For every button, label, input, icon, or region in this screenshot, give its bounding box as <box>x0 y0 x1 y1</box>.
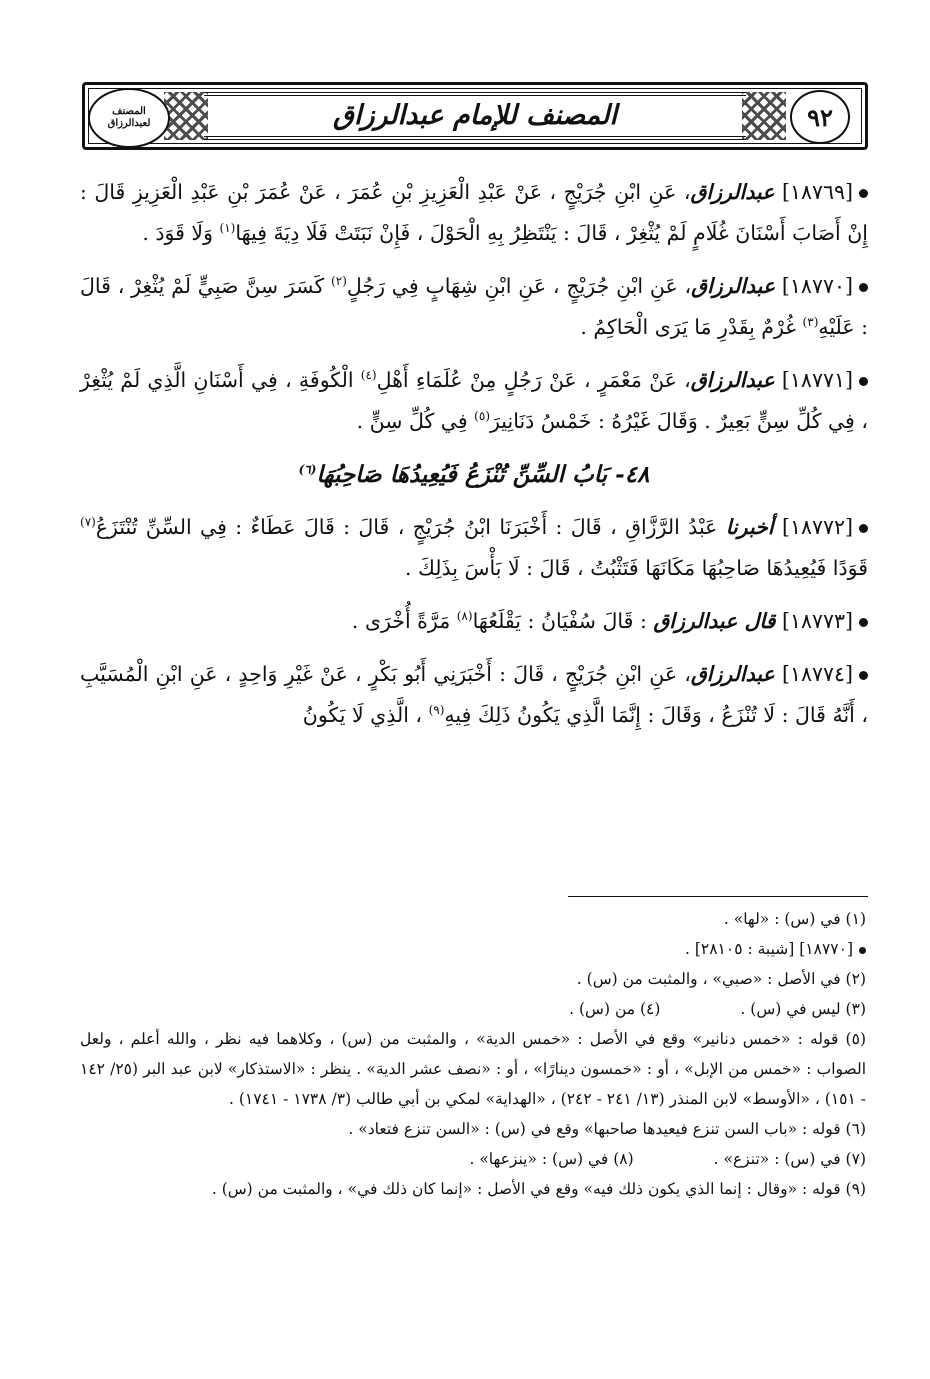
footnote-ref: (٥) <box>474 409 490 424</box>
hadith-text-tail: مَرَّةً أُخْرَى . <box>351 609 457 633</box>
footnote-separator <box>568 896 868 897</box>
hadith-text-tail: فِي كُلِّ سِنٍّ . <box>356 409 475 433</box>
entry-bullet <box>859 283 868 292</box>
footnote-row <box>80 994 866 1024</box>
hadith-number: [١٨٧٧٢] <box>781 515 853 539</box>
narrator: أخبرنا <box>725 515 774 539</box>
page-header <box>82 82 868 150</box>
hadith-text-tail: ، الَّذِي لَا يَكُونُ <box>302 703 429 727</box>
hadith-number: [١٨٧٧١] <box>781 368 853 392</box>
hadith-number: [١٨٧٧٣] <box>781 609 853 633</box>
hadith-number: [١٨٧٧٤] <box>781 662 853 686</box>
footnote-ref: (٧) <box>80 515 96 530</box>
hadith-text-tail: وَلَا قَوَدَ . <box>142 221 220 245</box>
hadith-text-tail: غُرْمٌ بِقَدْرِ مَا يَرَى الْحَاكِمُ . <box>580 315 803 339</box>
hadith-entry <box>80 601 868 642</box>
hadith-entry <box>80 172 868 254</box>
hadith-entry <box>80 360 868 442</box>
hadith-text: ، عَنِ ابْنِ جُرَيْجٍ ، عَنِ ابْنِ شِهَابٍ فِي رَجُلٍ <box>346 274 692 298</box>
footnote-ref: (٨) <box>456 609 473 624</box>
footnote-ref: (٤) <box>360 368 377 383</box>
footnote-ref: (٦) <box>298 462 317 477</box>
footnotes <box>80 904 866 1204</box>
entry-bullet <box>859 524 868 533</box>
hadith-text-tail: قَوَدًا فَيُعِيدُهَا صَاحِبُهَا مَكَانَهَا فَتَثْبُتُ ، قَالَ : لَا بَأْسَ بِذَلِكَ . <box>404 556 868 580</box>
footnote: (٥) قوله : «خمس دنانير» وقع في الأصل : «خمس الدية» ، والمثبت من (س) ، وكلاهما فيه نظر ، والله أعلم ، ولعل الصواب : «خمس من الإبل» ، أو : «خمسون دينارًا» ، أو : «نصف عشر الدية» . ينظر : «الاستذكار» لابن عبد البر (٢٥/ ١٤٢ - ١٥١) ، «الأوسط» لابن المنذر (١٣/ ٢٤١ - ٢٤٢) ، «الهداية» لمكي بن أبي طالب (٣/ ١٧٣٨ - ١٧٤١) . <box>80 1030 866 1108</box>
footnote-row <box>80 1144 866 1174</box>
entry-bullet <box>859 671 868 680</box>
footnote: (٢) في الأصل : «صبي» ، والمثبت من (س) . <box>576 970 866 988</box>
entry-bullet <box>859 377 868 386</box>
hadith-text: : قَالَ سُفْيَانُ : يَقْلَعُهَا <box>472 609 654 633</box>
hadith-number: [١٨٧٧٠] <box>781 274 853 298</box>
publisher-seal <box>88 88 170 148</box>
narrator: قال عبدالرزاق <box>653 609 776 633</box>
ornament-right <box>742 92 786 140</box>
narrator: عبدالرزاق <box>690 368 775 392</box>
entry-bullet <box>859 618 868 627</box>
reference-bullet <box>859 947 866 954</box>
hadith-text: ، عَنِ ابْنِ جُرَيْجٍ ، عَنْ عَبْدِ الْعَزِيزِ بْنِ عُمَرَ ، عَنْ عُمَرَ بْنِ عَبْدِ الْعَزِيزِ قَالَ : إِنْ أَصَابَ أَسْنَانَ غُلَامٍ لَمْ يُثْغِرْ ، قَالَ : يَنْتَظِرُ بِهِ الْحَوْلَ ، فَإِنْ نَبَتَتْ فَلَا دِيَةَ فِيهَا <box>80 180 868 245</box>
footnote: (٧) في (س) : «تنزع» . <box>713 1150 866 1168</box>
chapter-heading <box>80 454 868 495</box>
footnote: (١) في (س) : «لها» . <box>723 910 866 928</box>
narrator: عبدالرزاق <box>690 662 775 686</box>
hadith-entry <box>80 654 868 736</box>
hadith-text: ، عَنِ ابْنِ جُرَيْجٍ ، قَالَ : أَخْبَرَنِي أَبُو بَكْرٍ ، عَنْ غَيْرِ وَاحِدٍ ، عَنِ ابْنِ الْمُسَيَّبِ ، أَنَّهُ قَالَ : لَا تُنْزَعُ ، وَقَالَ : إِنَّمَا الَّذِي يَكُونُ ذَلِكَ فِيهِ <box>80 662 868 727</box>
seal-text: المصنف لعبدالرزاق <box>107 106 151 129</box>
footnote-reference <box>80 934 866 964</box>
hadith-entry <box>80 266 868 348</box>
footnote: (٣) ليس في (س) . <box>740 1000 866 1018</box>
main-text <box>80 172 868 748</box>
footnote-ref: (٢) <box>331 274 347 289</box>
hadith-text-tail: كَسَرَ سِنَّ صَبِيٍّ لَمْ يُثْغِرْ ، قَالَ : عَلَيْهِ <box>80 274 868 339</box>
footnote: (٨) في (س) : «ينزعها» . <box>469 1150 634 1168</box>
hadith-entry <box>80 507 868 589</box>
footnote: (٦) قوله : «باب السن تنزع فيعيدها صاحبها» وقع في (س) : «السن تنزع فتعاد» . <box>348 1120 866 1138</box>
hadith-text: ، عَنْ مَعْمَرٍ ، عَنْ رَجُلٍ مِنْ عُلَمَاءِ أَهْلِ <box>376 368 691 392</box>
hadith-number: [١٨٧٦٩] <box>781 180 853 204</box>
footnote-ref: (٩) <box>428 703 445 718</box>
footnote-ref: (١) <box>219 221 236 236</box>
reference-text: [١٨٧٧٠] [شيبة : ٢٨١٠٥] . <box>685 940 853 958</box>
footnote: (٩) قوله : «وقال : إنما الذي يكون ذلك فيه» وقع في الأصل : «إنما كان ذلك في» ، والمثبت من (س) . <box>211 1180 866 1198</box>
hadith-text: عَبْدُ الرَّزَّاقِ ، قَالَ : أَخْبَرَنَا ابْنُ جُرَيْجٍ ، قَالَ : قَالَ عَطَاءٌ : فِي السِّنِّ تُنْتَزَعُ <box>95 515 726 539</box>
footnote: (٤) من (س) . <box>569 1000 661 1018</box>
footnote-ref: (٣) <box>802 315 819 330</box>
entry-bullet <box>859 189 868 198</box>
narrator: عبدالرزاق <box>690 180 775 204</box>
chapter-title: ٤٨- بَابُ السِّنِّ تُنْزَعُ فَيُعِيدُهَا صَاحِبُهَا <box>316 461 650 488</box>
narrator: عبدالرزاق <box>691 274 776 298</box>
ornament-left <box>164 92 208 140</box>
page-number: ٩٢ <box>790 90 850 144</box>
running-title: المصنف للإمام عبدالرزاق <box>333 100 617 131</box>
hadith-text-tail: الْكُوفَةِ ، فِي أَسْنَانِ الَّذِي لَمْ يُثْغِرْ ، فِي كُلِّ سِنٍّ بَعِيرٌ . وَقَالَ غَيْرُهُ : خَمْسُ دَنَانِيرَ <box>80 368 868 433</box>
